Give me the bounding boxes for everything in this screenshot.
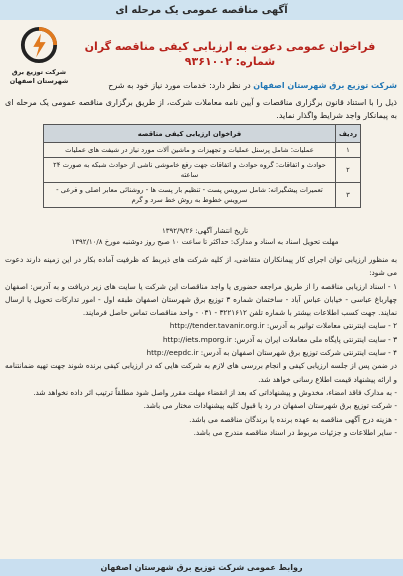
- row-number: ۳: [335, 183, 360, 208]
- header-band-text: آگهی مناقصه عمومی یک مرحله ای: [115, 4, 288, 16]
- row-text: تعمیرات پیشگیرانه: شامل سرویس پست - تنظیم بار پست ها - روشنائی معابر اصلی و فرعی - سرویس خطوط به روش خط سرد و گرم: [44, 183, 336, 208]
- company-name: [6, 68, 72, 86]
- body-paragraph: - هزینه درج آگهی مناقصه به عهده برنده یا برندگان مناقصه می باشد.: [189, 414, 397, 424]
- body-paragraph: ۱ - اسناد ارزیابی مناقصه را از طریق مراجعه حضوری یا واجد مناقصات این شرکت یا سایت های زیر دریافت و به آدرس: اصفهان چهارباغ عباسی - خیابان عباس آباد - ساختمان شماره ۳ توزیع برق شهرستان اصفهان طبقه اول - امور تدارکات تحویل یا ارسال نمایند. جهت کسب اطلاعات بیشتر با شماره تلفن ۳۲۲۱۶۱۲ - ۰۳۱ - واحد مناقصات تماس حاصل فرمایند.: [5, 281, 397, 318]
- row-number: ۲: [335, 158, 360, 183]
- footer-band-text: روابط عمومی شرکت توزیع برق شهرستان اصفهان: [100, 563, 303, 572]
- notice-title: فراخوان عمومی دعوت به ارزیابی کیفی مناقصه گران: [84, 40, 376, 53]
- company-name-line1: شرکت توزیع برق: [11, 68, 67, 76]
- company-logo: [6, 26, 72, 106]
- company-highlight: شرکت توزیع برق شهرستان اصفهان: [253, 81, 397, 90]
- row-text: حوادث و اتفاقات: گروه حوادث و اتفاقات جهت رفع خاموشی ناشی از حوادث شبکه به صورت ۲۴ ساعته: [44, 158, 336, 183]
- website-link[interactable]: ۲ - سایت اینترنتی معاملات توانیر به آدرس: http://tender.tavanir.org.ir: [169, 321, 397, 331]
- header-row-number: ردیف: [335, 125, 360, 143]
- body-paragraph: - شرکت توزیع برق شهرستان اصفهان در رد یا قبول کلیه پیشنهادات مختار می باشد.: [143, 401, 397, 411]
- body-paragraph: - سایر اطلاعات و جزئیات مربوط در اسناد مناقصه مندرج می باشد.: [193, 427, 397, 437]
- notice-subline: [67, 80, 397, 92]
- publish-date: تاریخ انتشار آگهی: ۱۳۹۲/۹/۲۶: [161, 227, 249, 235]
- website-link[interactable]: ۳ - سایت اینترنتی پایگاه ملی معاملات ایران به آدرس: http://iets.mporg.ir: [162, 334, 397, 344]
- dates-block: [60, 226, 350, 248]
- website-link[interactable]: ۴ - سایت اینترنتی شرکت توزیع برق شهرستان اصفهان به آدرس: http://eepdc.ir: [146, 348, 397, 358]
- body-paragraph: در ضمن پس از جلسه ارزیابی کیفی و انجام بررسی های لازم به شرکت هایی که در ارزیابی کیفی برنده شوند جهت تهیه ضمانتنامه و ارائه پیشنهاد قیمت اطلاع رسانی خواهد شد.: [5, 361, 397, 384]
- body-paragraph: - به مدارک فاقد امضاء، مخدوش و پیشنهاداتی که بعد از انقضاء مهلت مقرر واصل شود مطلقاً ترتیب اثر داده نخواهد شد.: [33, 387, 397, 397]
- header-band: [0, 0, 403, 20]
- body-text: [5, 253, 397, 439]
- header-title: فراخوان ارزیابی کیفی مناقصه: [44, 125, 336, 143]
- criteria-table: [43, 124, 361, 208]
- power-company-logo-icon: [20, 26, 58, 64]
- table-row: [44, 183, 361, 208]
- subline-rest: در نظر دارد: خدمات مورد نیاز خود به شرح: [108, 81, 254, 90]
- body-paragraph: به منظور ارزیابی توان اجرای کار پیمانکاران متقاضی، از کلیه شرکت های ذیربط که ظرفیت آماده بکار در این زمینه دارند دعوت می شود:: [5, 255, 397, 278]
- footer-band: [0, 559, 403, 576]
- row-text: عملیات: شامل پرسنل عملیات و تجهیزات و ماشین آلات مورد نیاز در شیفت های عملیات: [44, 143, 336, 158]
- intro-paragraph: ذیل را با استناد قانون برگزاری مناقصات و آیین نامه معاملات شرکت، از طریق برگزاری مناقصه عمومی یک مرحله ای به پیمانکار واجد شرایط واگذار نماید.: [5, 98, 397, 120]
- table-row: [44, 158, 361, 183]
- criteria-table-header: [44, 125, 361, 143]
- row-number: ۱: [335, 143, 360, 158]
- notice-number: شماره: ۹۳۶۱۰۰۲: [184, 55, 276, 68]
- company-name-line2: شهرستان اصفهان: [9, 77, 69, 85]
- submission-deadline: مهلت تحویل اسناد به اسناد و مدارک: حداکثر تا ساعت ۱۰ صبح روز دوشنبه مورخ ۱۳۹۲/۱۰/۸: [71, 238, 339, 246]
- table-row: [44, 143, 361, 158]
